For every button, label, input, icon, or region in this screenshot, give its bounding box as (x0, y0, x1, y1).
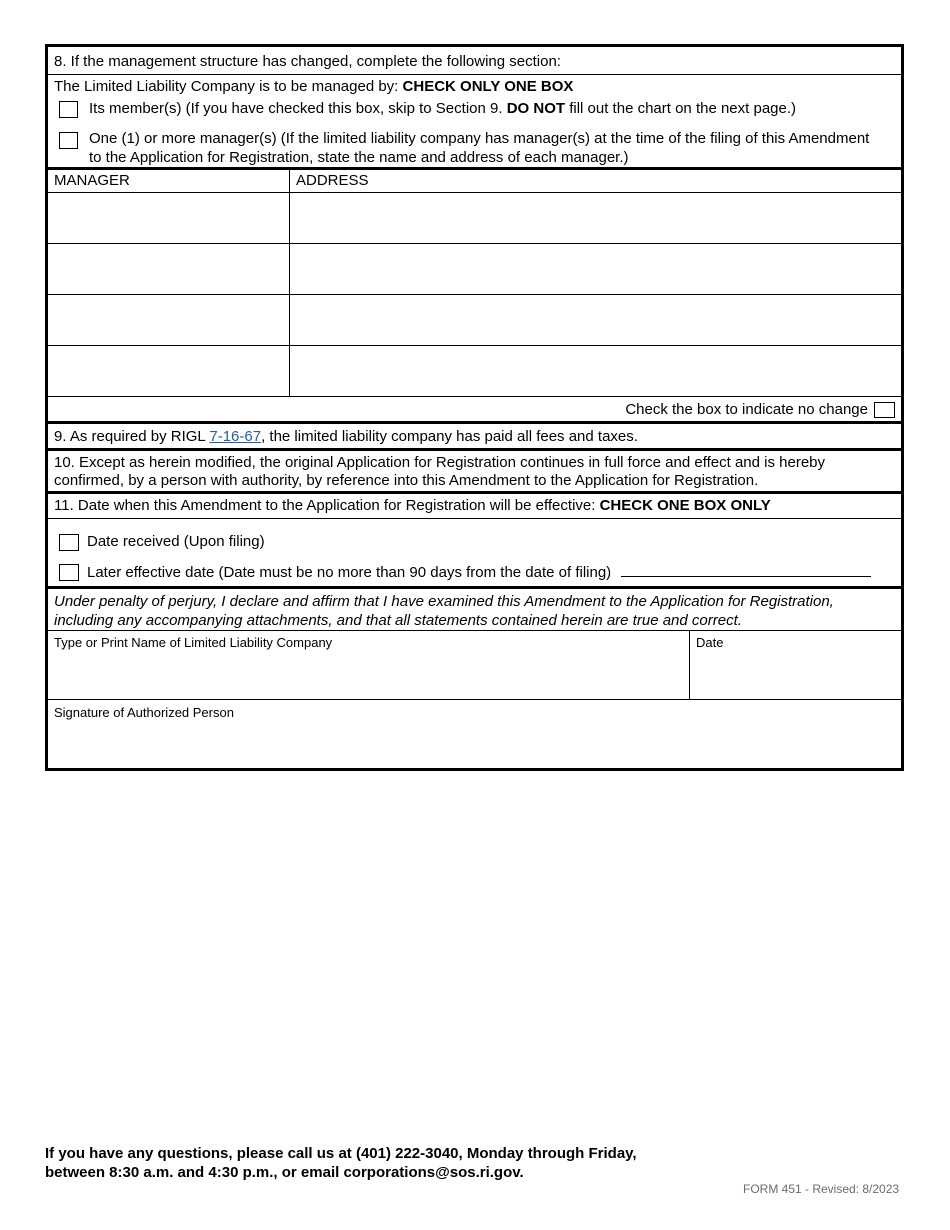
manager-cell-1[interactable] (48, 193, 289, 243)
company-name-field[interactable] (48, 631, 688, 699)
contact-line-1: If you have any questions, please call us at (401) 222-3040, Monday through Friday, (45, 1145, 637, 1162)
amendment-form (45, 44, 904, 771)
divider-thick (48, 491, 901, 494)
divider (48, 518, 901, 519)
section-11-heading: 11. Date when this Amendment to the Application for Registration will be effective: CHECK ONE BOX ONLY (54, 497, 771, 514)
later-date-checkbox[interactable] (59, 564, 79, 581)
later-date-option: Later effective date (Date must be no more than 90 days from the date of filing) (87, 562, 871, 582)
managers-option-line-1: One (1) or more manager(s) (If the limited liability company has manager(s) at the time of the filing of this Amendment (89, 130, 870, 147)
address-cell-2[interactable] (290, 244, 901, 294)
no-change-checkbox[interactable] (874, 402, 895, 418)
divider (48, 699, 901, 700)
divider-thick (48, 167, 901, 170)
date-field[interactable] (690, 651, 901, 699)
section-10-line-1: 10. Except as herein modified, the original Application for Registration continues in full force and effect and is hereby (54, 454, 826, 471)
members-option-label: Its member(s) (If you have checked this box, skip to Section 9. DO NOT fill out the chart on the next page.) (89, 100, 797, 117)
contact-line-2: between 8:30 a.m. and 4:30 p.m., or email corporations@sos.ri.gov. (45, 1164, 524, 1181)
table-row-divider (48, 396, 901, 397)
date-label: Date (696, 635, 724, 650)
divider-thick (48, 448, 901, 451)
date-received-checkbox[interactable] (59, 534, 79, 551)
divider-thick (48, 586, 901, 589)
date-received-label: Date received (Upon filing) (87, 533, 265, 550)
divider (48, 74, 901, 75)
manager-cell-4[interactable] (48, 346, 289, 396)
no-change-label: Check the box to indicate no change (625, 401, 868, 418)
company-name-label: Type or Print Name of Limited Liability Company (54, 635, 333, 650)
section-10-line-2: confirmed, by a person with authority, by reference into this Amendment to the Application for Registration. (54, 472, 759, 489)
divider-thick (48, 421, 901, 424)
later-date-field[interactable] (621, 562, 871, 577)
check-only-one-box-note: CHECK ONLY ONE BOX (402, 78, 574, 95)
perjury-line-1: Under penalty of perjury, I declare and affirm that I have examined this Amendment to the Application for Registration, (54, 593, 834, 610)
members-checkbox[interactable] (59, 101, 78, 118)
col-header-manager: MANAGER (54, 172, 130, 189)
managers-option-line-2: to the Application for Registration, state the name and address of each manager.) (89, 149, 629, 166)
section-8-heading: 8. If the management structure has changed, complete the following section: (54, 53, 561, 70)
managers-checkbox[interactable] (59, 132, 78, 149)
rigl-link[interactable]: 7-16-67 (209, 428, 262, 445)
manager-cell-3[interactable] (48, 295, 289, 345)
col-header-address: ADDRESS (296, 172, 369, 189)
address-cell-4[interactable] (290, 346, 901, 396)
address-cell-1[interactable] (290, 193, 901, 243)
manager-cell-2[interactable] (48, 244, 289, 294)
contact-info (45, 1144, 637, 1182)
perjury-line-2: including any accompanying attachments, and that all statements contained herein are true and correct. (54, 612, 742, 629)
section-9-statement: 9. As required by RIGL 7-16-67, the limited liability company has paid all fees and taxes. (54, 428, 638, 445)
signature-label: Signature of Authorized Person (54, 705, 234, 720)
managed-by-instruction: The Limited Liability Company is to be managed by: CHECK ONLY ONE BOX (54, 78, 574, 95)
form-revision-label: FORM 451 - Revised: 8/2023 (743, 1182, 900, 1196)
address-cell-3[interactable] (290, 295, 901, 345)
signature-field[interactable] (48, 723, 901, 767)
